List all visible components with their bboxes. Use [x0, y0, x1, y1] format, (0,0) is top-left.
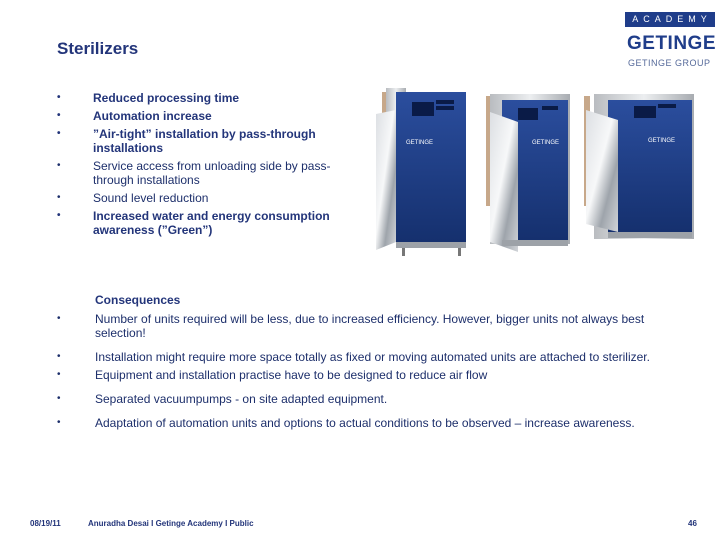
sterilizer-unit-1: [376, 88, 466, 256]
list-item-text: Equipment and installation practise have to be designed to reduce air flow: [95, 368, 488, 382]
bullet-icon: •: [57, 313, 61, 324]
logo-academy-banner: ACADEMY: [625, 12, 715, 27]
list-item-text: Service access from unloading side by pass-through installations: [93, 159, 331, 187]
list-item: [57, 127, 357, 155]
consequences-heading: Consequences: [95, 293, 181, 307]
bullet-icon: •: [57, 369, 61, 380]
bullet-icon: •: [57, 110, 61, 121]
list-item-text: Separated vacuumpumps - on site adapted equipment.: [95, 392, 388, 406]
list-item-text: Number of units required will be less, due to increased efficiency. However, bigger units not always best selection!: [95, 312, 645, 340]
list-item: [57, 209, 357, 237]
list-item: [57, 368, 697, 382]
sterilizer-unit-2: [486, 94, 570, 252]
slide-title: Sterilizers: [57, 39, 139, 58]
bullet-icon: •: [57, 351, 61, 362]
consequences-list: [57, 312, 697, 430]
list-item-text: Increased water and energy consumption awareness (”Green”): [93, 209, 330, 237]
list-item: [57, 159, 357, 187]
logo-getinge: GETINGE: [627, 33, 717, 54]
list-item: [57, 109, 357, 123]
bullet-icon: •: [57, 192, 61, 203]
sterilizer-images: [372, 82, 702, 262]
list-item-text: Sound level reduction: [93, 191, 209, 205]
list-item-text: Adaptation of automation units and options to actual conditions to be observed – increase awareness.: [95, 416, 635, 430]
list-item-text: Installation might require more space totally as fixed or moving automated units are attached to sterilizer.: [95, 350, 650, 364]
features-list: [57, 91, 357, 241]
bullet-icon: •: [57, 417, 61, 428]
list-item: [57, 416, 697, 430]
panel-brand-label: GETINGE: [648, 138, 676, 144]
logo-getinge-group: GETINGE GROUP: [628, 58, 711, 68]
page-number: 46: [688, 519, 697, 528]
list-item-text: Automation increase: [93, 109, 212, 123]
list-item: [57, 312, 697, 340]
list-item: [57, 91, 357, 105]
sterilizer-illustration: [372, 82, 702, 262]
bullet-icon: •: [57, 210, 61, 221]
footer-date: 08/19/11: [30, 519, 61, 528]
bullet-icon: •: [57, 393, 61, 404]
list-item-text: Reduced processing time: [93, 91, 240, 105]
sterilizer-unit-3: [584, 94, 694, 239]
list-item-text: ”Air-tight” installation by pass-through installations: [93, 127, 316, 155]
bullet-icon: •: [57, 128, 61, 139]
panel-brand-label: GETINGE: [406, 140, 434, 146]
panel-brand-label: GETINGE: [532, 140, 560, 146]
footer-text: Anuradha Desai I Getinge Academy I Public: [88, 519, 254, 528]
list-item: [57, 191, 357, 205]
bullet-icon: •: [57, 160, 61, 171]
bullet-icon: •: [57, 92, 61, 103]
list-item: [57, 350, 697, 364]
list-item: [57, 392, 697, 406]
